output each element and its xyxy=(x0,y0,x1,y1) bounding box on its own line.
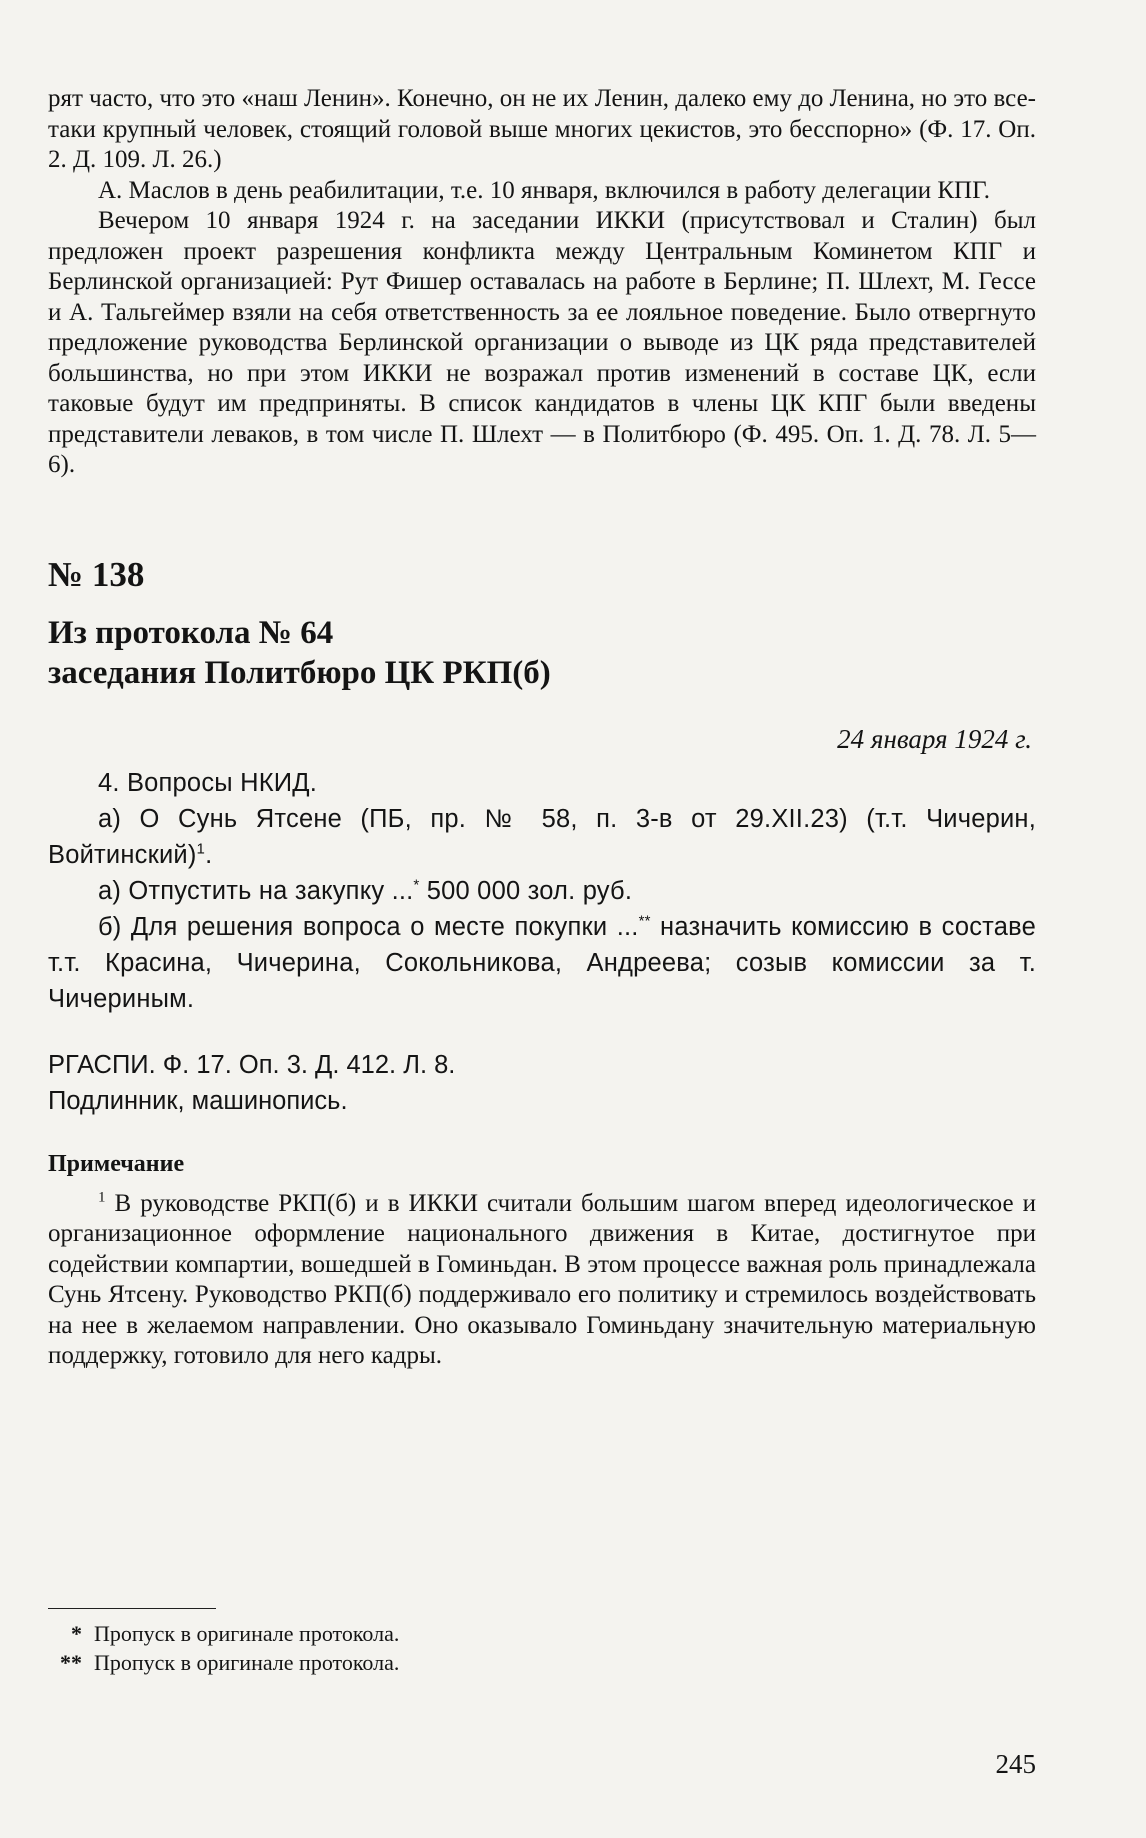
decision-a xyxy=(48,873,1036,909)
intro-paragraph-1: рят часто, что это «наш Ленин». Конечно, он не их Ленин, далеко ему до Ленина, но это все-таки крупный человек, стоящий головой выше многих цекистов, это бесспорно» (Ф. 17. Оп. 2. Д. 109. Л. 26.) xyxy=(48,85,1036,173)
footnote-text: Пропуск в оригинале протокола. xyxy=(94,1621,400,1646)
footnote-mark: * xyxy=(71,1621,82,1646)
agenda-subitem-a-text: а) О Сунь Ятсене (ПБ, пр. № 58, п. 3-в от 29.XII.23) (т.т. Чичерин, Войтинский) xyxy=(48,804,1036,869)
document-number: № 138 xyxy=(48,554,145,594)
footnote-item xyxy=(48,1619,1036,1648)
footnote-ref-double-star: ** xyxy=(638,912,651,929)
document-date: 24 января 1924 г. xyxy=(837,723,1032,754)
footnote-mark: ** xyxy=(60,1650,82,1675)
archive-ref: РГАСПИ. Ф. 17. Оп. 3. Д. 412. Л. 8. xyxy=(48,1050,456,1079)
decision-b-text: б) Для решения вопроса о месте покупки ... xyxy=(98,912,639,941)
footnote-ref-star: * xyxy=(413,876,420,893)
note-body: В руководстве РКП(б) и в ИККИ считали большим шагом вперед идеологическое и организационное оформление национального движения в Китае, достигнутое при содействии компартии, вошедшей в Гоминьдан. В этом процессе важная роль принадлежала Сунь Ятсену. Руководство РКП(б) поддерживало его политику и стремилось воздействовать на нее в желаемом направлении. Оно оказывало Гоминьдану значительную материальную поддержку, готовило для него кадры. xyxy=(48,1189,1036,1369)
note-text xyxy=(48,1189,1036,1372)
decision-b-rest: назначить комиссию в составе т.т. Красина, Чичерина, Сокольникова, Андреева; созыв комиссии за т. Чичериным. xyxy=(48,912,1036,1013)
footnote-text: Пропуск в оригинале протокола. xyxy=(94,1650,400,1675)
document-page xyxy=(48,84,1036,1372)
agenda-section: 4. Вопросы НКИД. xyxy=(98,768,318,797)
document-heading xyxy=(48,613,1036,693)
footnotes xyxy=(48,1619,1036,1677)
intro-paragraph-3: Вечером 10 января 1924 г. на заседании ИККИ (присутствовал и Сталин) был предложен проект разрешения конфликта между Центральным Коминетом КПГ и Берлинской организацией: Рут Фишер оставалась на работе в Берлине; П. Шлехт, М. Гессе и А. Тальгеймер взяли на себя ответственность за ее лояльное поведение. Было отвергнуто предложение руководства Берлинской организации о выводе из ЦК ряда представителей большинства, но при этом ИККИ не возражал против изменений в составе ЦК, если таковые будут им предприняты. В список кандидатов в члены ЦК КПГ были введены представители леваков, в том числе П. Шлехт — в Политбюро (Ф. 495. Оп. 1. Д. 78. Л. 5—6). xyxy=(48,207,1036,478)
decision-a-amount: 500 000 зол. руб. xyxy=(419,876,633,905)
footnote-divider xyxy=(48,1608,216,1609)
document-heading-line-2: заседания Политбюро ЦК РКП(б) xyxy=(48,654,551,691)
agenda-subitem-a: а) О Сунь Ятсене (ПБ, пр. № 58, п. 3-в от 29.XII.23) (т.т. Чичерин, Войтинский)$^1$. xyxy=(48,804,1036,869)
footnote-ref-1: 1 xyxy=(196,840,206,857)
note-marker: 1 xyxy=(98,1189,106,1206)
decision-a-text: а) Отпустить на закупку ... xyxy=(98,876,414,905)
intro-paragraph-2: А. Маслов в день реабилитации, т.е. 10 января, включился в работу делегации КПГ. xyxy=(98,176,990,204)
document-heading-line-1: Из протокола № 64 xyxy=(48,614,334,651)
archive-type: Подлинник, машинопись. xyxy=(48,1086,348,1115)
note-heading: Примечание xyxy=(48,1150,185,1177)
footnote-item xyxy=(48,1648,1036,1677)
archive-reference xyxy=(48,1047,1036,1119)
decision-b xyxy=(48,909,1036,1017)
page-number: 245 xyxy=(995,1749,1036,1779)
